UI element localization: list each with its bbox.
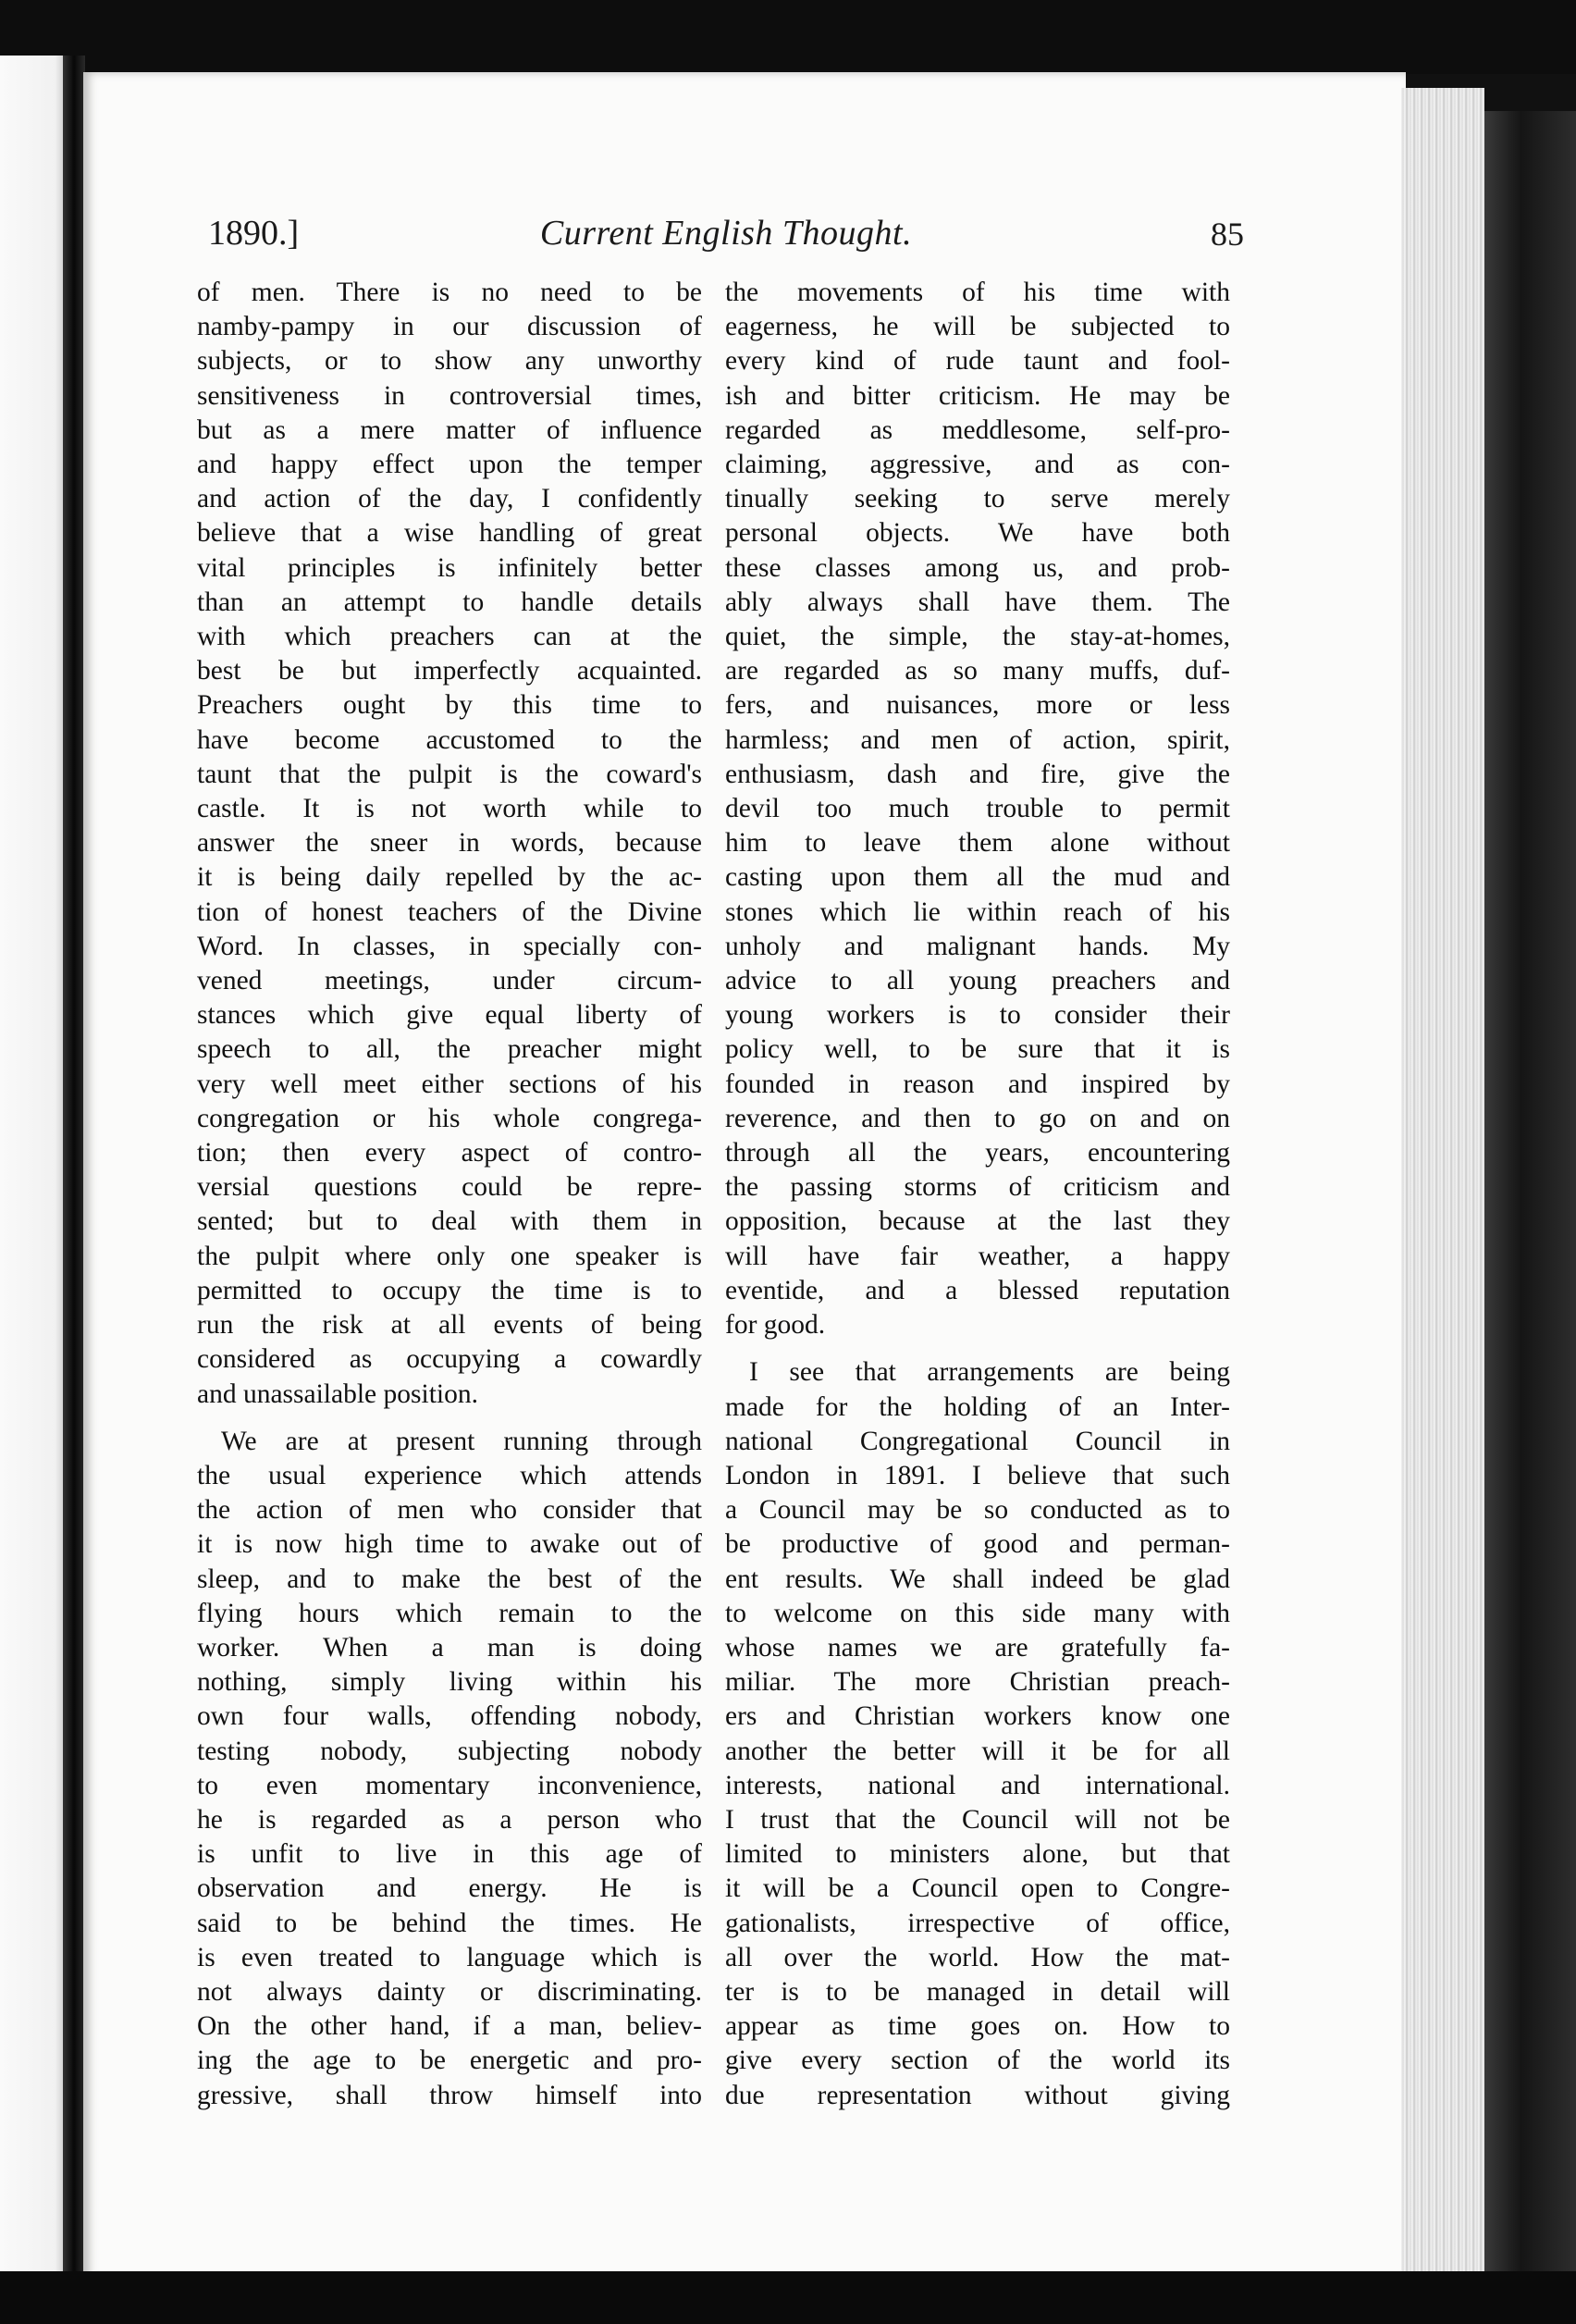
text-line: quiet, the simple, the stay-at-homes,	[725, 622, 1230, 652]
text-line: of men. There is no need to be	[197, 278, 702, 307]
header-year: 1890.]	[208, 214, 300, 253]
text-line: We are at present running through	[221, 1426, 702, 1456]
text-line: for good.	[725, 1310, 826, 1341]
text-line: tinually seeking to serve merely	[725, 484, 1230, 514]
text-line: observation and energy. He is	[197, 1873, 702, 1904]
text-line: national Congregational Council in	[725, 1426, 1230, 1456]
book-gutter	[63, 56, 85, 2285]
running-header	[208, 213, 1244, 268]
text-line: be productive of good and perman-	[725, 1529, 1230, 1560]
text-line: ter is to be managed in detail will	[725, 1976, 1230, 2007]
text-line: and happy effect upon the temper	[197, 450, 702, 480]
text-line: testing nobody, subjecting nobody	[197, 1736, 702, 1766]
text-line: sleep, and to make the best of the	[197, 1564, 702, 1594]
text-line: it is being daily repelled by the ac-	[197, 862, 702, 893]
text-line: with which preachers can at the	[197, 622, 702, 652]
text-line: the movements of his time with	[725, 278, 1230, 307]
text-line: congregation or his whole congrega-	[197, 1103, 702, 1133]
text-line: the pulpit where only one speaker is	[197, 1241, 702, 1271]
text-line: these classes among us, and prob-	[725, 552, 1230, 583]
text-line: are regarded as so many muffs, duf-	[725, 656, 1230, 686]
text-line: a Council may be so conducted as to	[725, 1495, 1230, 1526]
page-number: 85	[1211, 216, 1244, 253]
text-line: founded in reason and inspired by	[725, 1069, 1230, 1099]
text-line: tion; then every aspect of contro-	[197, 1138, 702, 1168]
text-line: stances which give equal liberty of	[197, 1000, 702, 1031]
text-line: believe that a wise handling of great	[197, 518, 702, 549]
text-line: worker. When a man is doing	[197, 1632, 702, 1663]
text-line: and unassailable position.	[197, 1378, 478, 1409]
text-line: eagerness, he will be subjected to	[725, 312, 1230, 342]
text-line: nothing, simply living within his	[197, 1667, 702, 1698]
text-line: flying hours which remain to the	[197, 1598, 702, 1628]
text-line: I see that arrangements are being	[749, 1357, 1230, 1388]
text-line: whose names we are gratefully fa-	[725, 1632, 1230, 1663]
text-line: reverence, and then to go on and on	[725, 1103, 1230, 1133]
text-line: gressive, shall throw himself into	[197, 2080, 702, 2110]
text-line: sensitiveness in controversial times,	[197, 380, 702, 411]
text-line: said to be behind the times. He	[197, 1908, 702, 1938]
text-line: appear as time goes on. How to	[725, 2011, 1230, 2042]
text-line: taunt that the pulpit is the coward's	[197, 759, 702, 789]
text-line: miliar. The more Christian preach-	[725, 1667, 1230, 1698]
text-line: gationalists, irrespective of office,	[725, 1908, 1230, 1938]
text-line: Word. In classes, in specially con-	[197, 931, 702, 961]
text-line: not always dainty or discriminating.	[197, 1976, 702, 2007]
text-line: every kind of rude taunt and fool-	[725, 346, 1230, 377]
text-line: tion of honest teachers of the Divine	[197, 896, 702, 927]
text-line: through all the years, encountering	[725, 1138, 1230, 1168]
text-line: the usual experience which attends	[197, 1460, 702, 1490]
paragraph-gap	[197, 1412, 702, 1425]
text-line: namby-pampy in our discussion of	[197, 312, 702, 342]
text-line: but as a mere matter of influence	[197, 414, 702, 445]
text-line: versial questions could be repre-	[197, 1172, 702, 1203]
text-line: harmless; and men of action, spirit,	[725, 724, 1230, 755]
text-line: another the better will it be for all	[725, 1736, 1230, 1766]
text-line: Preachers ought by this time to	[197, 690, 702, 721]
text-line: is even treated to language which is	[197, 1942, 702, 1972]
text-line: claiming, aggressive, and as con-	[725, 450, 1230, 480]
text-line: eventide, and a blessed reputation	[725, 1275, 1230, 1305]
text-line: best be but imperfectly acquainted.	[197, 656, 702, 686]
text-line: unholy and malignant hands. My	[725, 931, 1230, 961]
text-line: made for the holding of an Inter-	[725, 1391, 1230, 1422]
text-line: regarded as meddlesome, self-pro-	[725, 414, 1230, 445]
text-line: casting upon them all the mud and	[725, 862, 1230, 893]
text-line: all over the world. How the mat-	[725, 1942, 1230, 1972]
text-line: very well meet either sections of his	[197, 1069, 702, 1099]
text-line: him to leave them alone without	[725, 828, 1230, 859]
text-line: run the risk at all events of being	[197, 1310, 702, 1341]
text-line: than an attempt to handle details	[197, 587, 702, 617]
text-line: On the other hand, if a man, believ-	[197, 2011, 702, 2042]
text-line: young workers is to consider their	[725, 1000, 1230, 1031]
text-line: it is now high time to awake out of	[197, 1529, 702, 1560]
page-stack-edge	[1401, 88, 1484, 2299]
text-line: considered as occupying a cowardly	[197, 1344, 702, 1375]
text-line: stones which lie within reach of his	[725, 896, 1230, 927]
text-line: vened meetings, under circum-	[197, 966, 702, 996]
facing-page-edge	[0, 56, 65, 2276]
text-line: advice to all young preachers and	[725, 966, 1230, 996]
paragraph-gap	[725, 1342, 1230, 1355]
text-line: the passing storms of criticism and	[725, 1172, 1230, 1203]
text-line: personal objects. We have both	[725, 518, 1230, 549]
text-line: ers and Christian workers know one	[725, 1701, 1230, 1732]
text-line: castle. It is not worth while to	[197, 794, 702, 824]
text-line: I trust that the Council will not be	[725, 1804, 1230, 1835]
text-line: sented; but to deal with them in	[197, 1206, 702, 1237]
text-line: subjects, or to show any unworthy	[197, 346, 702, 377]
text-line: vital principles is infinitely better	[197, 552, 702, 583]
text-line: fers, and nuisances, more or less	[725, 690, 1230, 721]
text-line: the action of men who consider that	[197, 1495, 702, 1526]
text-line: give every section of the world its	[725, 2046, 1230, 2076]
text-line: and action of the day, I confidently	[197, 484, 702, 514]
text-line: ing the age to be energetic and pro-	[197, 2046, 702, 2076]
text-line: ent results. We shall indeed be glad	[725, 1564, 1230, 1594]
text-line: due representation without giving	[725, 2080, 1230, 2110]
text-line: ish and bitter criticism. He may be	[725, 380, 1230, 411]
text-line: limited to ministers alone, but that	[725, 1839, 1230, 1870]
text-line: London in 1891. I believe that such	[725, 1460, 1230, 1490]
running-title: Current English Thought.	[539, 214, 913, 253]
text-line: enthusiasm, dash and fire, give the	[725, 759, 1230, 789]
text-line: is unfit to live in this age of	[197, 1839, 702, 1870]
left-text-column	[197, 276, 702, 2113]
scan-top-border	[0, 0, 1576, 74]
scan-bottom-border	[0, 2271, 1576, 2324]
text-line: own four walls, offending nobody,	[197, 1701, 702, 1732]
text-line: speech to all, the preacher might	[197, 1034, 702, 1065]
text-line: opposition, because at the last they	[725, 1206, 1230, 1237]
text-line: he is regarded as a person who	[197, 1804, 702, 1835]
text-line: it will be a Council open to Congre-	[725, 1873, 1230, 1904]
text-line: interests, national and international.	[725, 1770, 1230, 1800]
text-line: policy well, to be sure that it is	[725, 1034, 1230, 1065]
text-line: ably always shall have them. The	[725, 587, 1230, 617]
text-line: will have fair weather, a happy	[725, 1241, 1230, 1271]
text-line: devil too much trouble to permit	[725, 794, 1230, 824]
text-line: to even momentary inconvenience,	[197, 1770, 702, 1800]
text-line: have become accustomed to the	[197, 724, 702, 755]
text-line: permitted to occupy the time is to	[197, 1275, 702, 1305]
right-text-column	[725, 276, 1230, 2113]
text-line: to welcome on this side many with	[725, 1598, 1230, 1628]
book-cover-edge	[1484, 111, 1576, 2324]
text-line: answer the sneer in words, because	[197, 828, 702, 859]
